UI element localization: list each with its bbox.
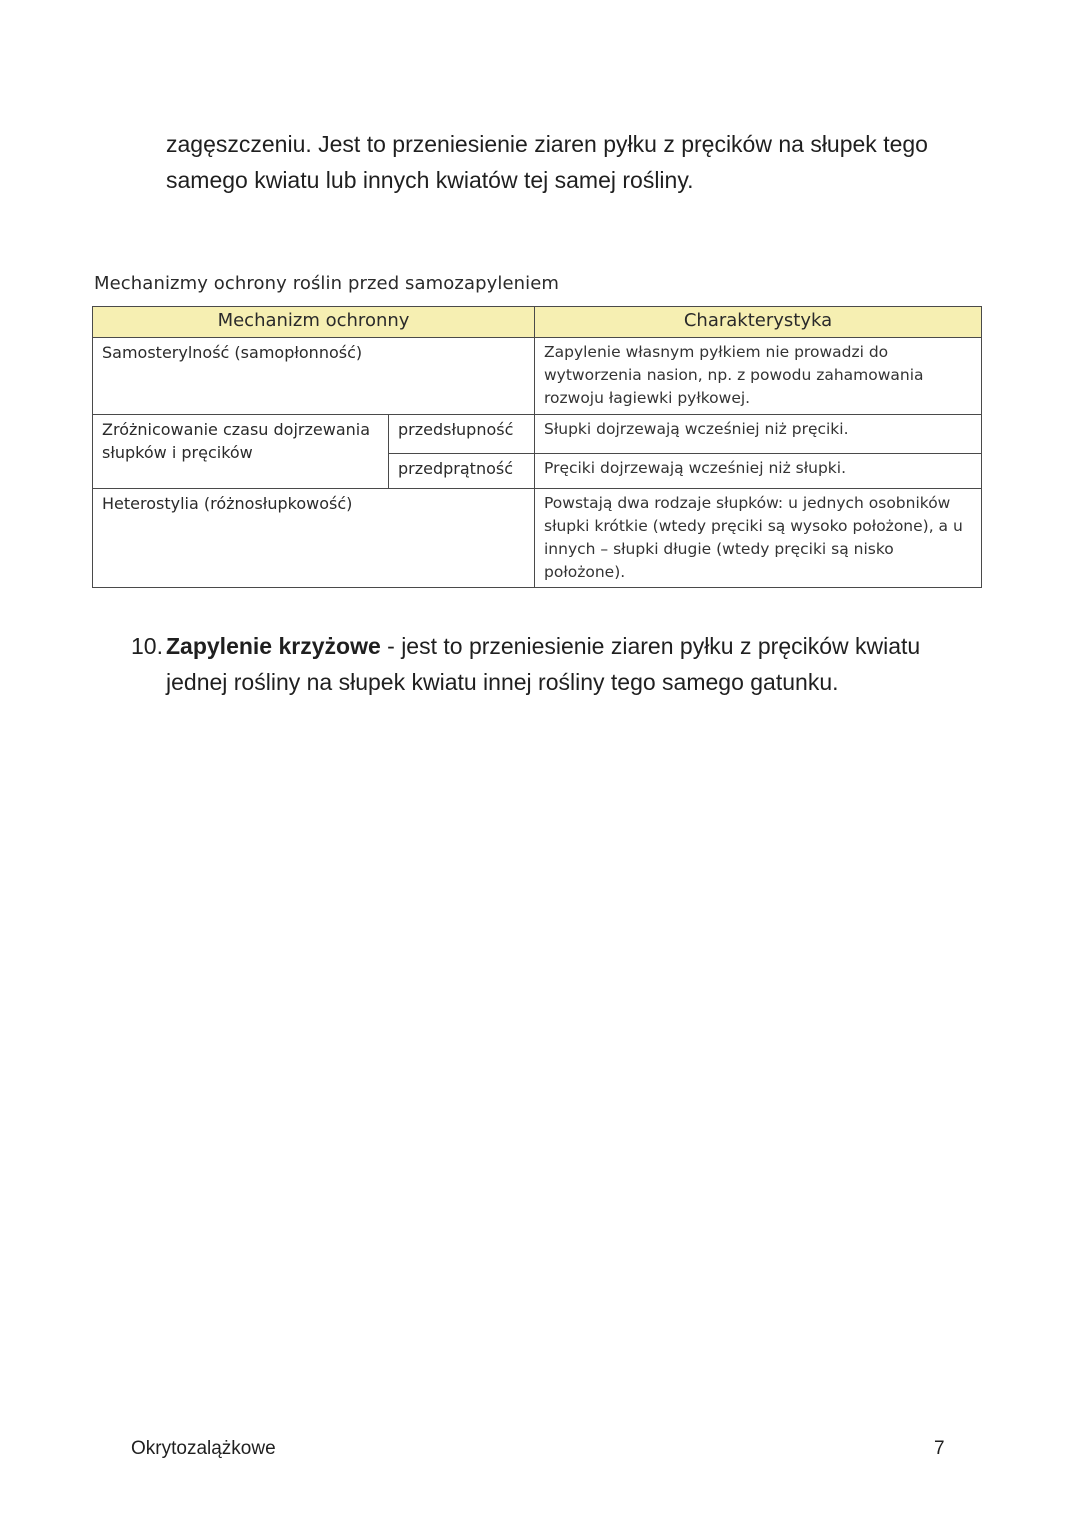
definition-line-1: - jest to przeniesienie ziaren pyłku z pręcików kwiatu — [380, 633, 921, 659]
table-row — [93, 415, 982, 454]
table-header-row — [93, 307, 982, 338]
protection-mechanisms-table — [92, 306, 982, 588]
item-number: 10. — [131, 633, 163, 659]
cross-pollination-paragraph — [131, 628, 991, 700]
footer-title: Okrytozalążkowe — [131, 1438, 276, 1459]
table-row — [93, 338, 982, 415]
term-bold: Zapylenie krzyżowe — [166, 633, 381, 659]
page-number: 7 — [934, 1438, 945, 1459]
mechanism-cell: Heterostylia (różnosłupkowość) — [93, 489, 535, 588]
description-cell: Pręciki dojrzewają wcześniej niż słupki. — [535, 454, 982, 489]
subtype-cell: przedsłupność — [389, 415, 535, 454]
header-mechanism: Mechanizm ochronny — [93, 307, 535, 338]
mechanism-cell: Zróżnicowanie czasu dojrzewania słupków i pręcików — [93, 415, 389, 489]
description-cell: Słupki dojrzewają wcześniej niż pręciki. — [535, 415, 982, 454]
intro-line-2: samego kwiatu lub innych kwiatów tej samej rośliny. — [166, 167, 694, 193]
intro-line-1: zagęszczeniu. Jest to przeniesienie ziaren pyłku z pręcików na słupek tego — [166, 131, 928, 157]
intro-paragraph — [166, 126, 986, 198]
mechanism-cell: Samosterylność (samopłonność) — [93, 338, 535, 415]
table-row — [93, 489, 982, 588]
header-characteristics: Charakterystyka — [535, 307, 982, 338]
description-cell: Zapylenie własnym pyłkiem nie prowadzi do wytworzenia nasion, np. z powodu zahamowania rozwoju łagiewki pyłkowej. — [535, 338, 982, 415]
protection-mechanisms-table-section — [92, 262, 984, 588]
definition-line-2: jednej rośliny na słupek kwiatu innej rośliny tego samego gatunku. — [166, 669, 839, 695]
description-cell: Powstają dwa rodzaje słupków: u jednych osobników słupki krótkie (wtedy pręciki są wysoko położone), a u innych – słupki długie (wtedy pręciki są nisko położone). — [535, 489, 982, 588]
subtype-cell: przedprątność — [389, 454, 535, 489]
table-caption: Mechanizmy ochrony roślin przed samozapyleniem — [94, 273, 560, 294]
